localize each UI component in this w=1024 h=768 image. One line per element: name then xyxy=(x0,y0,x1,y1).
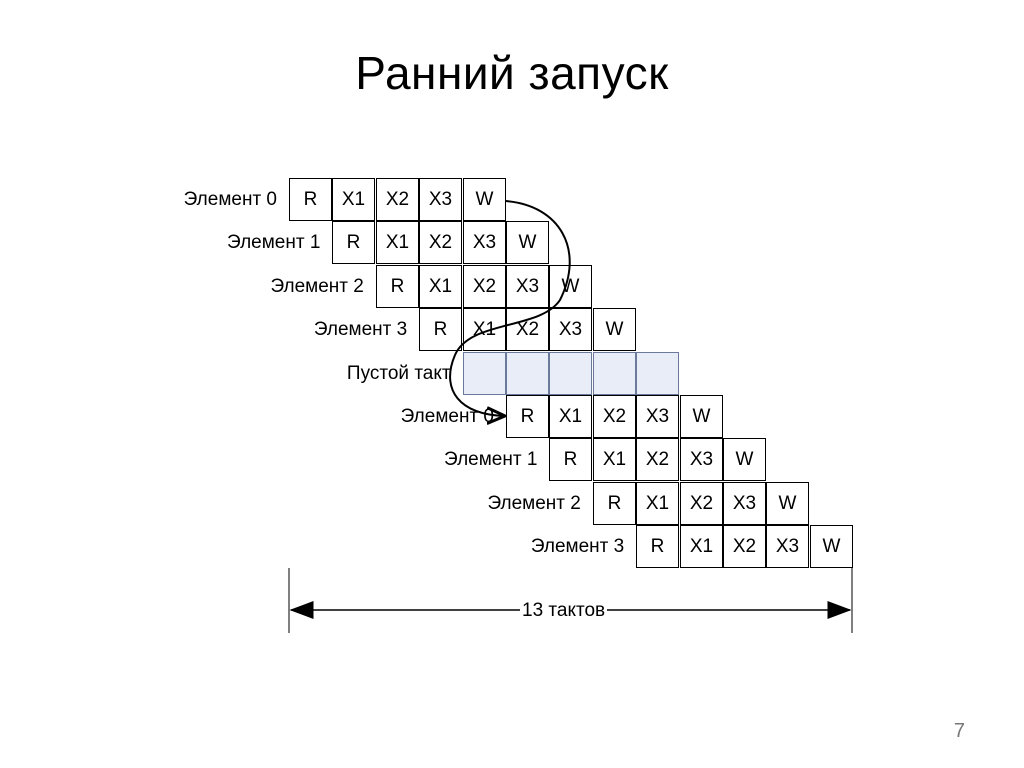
row-label: Элемент 2 xyxy=(487,492,581,514)
span-label: 13 тактов xyxy=(522,600,606,621)
stage-cell: W xyxy=(549,265,592,308)
row-label-empty-cycle: Пустой такт xyxy=(346,362,451,384)
stage-cell: X3 xyxy=(419,178,462,221)
stage-cell: X3 xyxy=(636,395,679,438)
stage-cell: X2 xyxy=(506,308,549,351)
stage-cell: X2 xyxy=(463,265,506,308)
stage-cell: X1 xyxy=(680,525,723,568)
row-label: Элемент 0 xyxy=(183,189,277,210)
empty-cycle-cell xyxy=(636,352,679,395)
stage-cell: R xyxy=(549,438,592,481)
stage-cell: X3 xyxy=(766,525,809,568)
slide-title: Ранний запуск xyxy=(355,47,669,99)
stage-cell: R xyxy=(376,265,419,308)
stage-cell: R xyxy=(332,221,375,264)
stage-cell: W xyxy=(680,395,723,438)
row-label: Элемент 2 xyxy=(270,275,364,297)
stage-cell: R xyxy=(419,308,462,351)
stage-cell: X1 xyxy=(419,265,462,308)
empty-cycle-cell xyxy=(593,352,636,395)
row-label: Элемент 1 xyxy=(444,449,538,471)
stage-cell: X2 xyxy=(593,395,636,438)
stage-cell: X3 xyxy=(723,482,766,525)
empty-cycle-cell xyxy=(549,352,592,395)
stage-cell: X2 xyxy=(636,438,679,481)
stage-cell: X3 xyxy=(463,221,506,264)
stage-cell: R xyxy=(593,482,636,525)
stage-cell: X3 xyxy=(680,438,723,481)
stage-cell: W xyxy=(506,221,549,264)
stage-cell: W xyxy=(593,308,636,351)
stage-cell: W xyxy=(766,482,809,525)
stage-cell: X2 xyxy=(680,482,723,525)
row-label: Элемент 1 xyxy=(227,232,321,254)
stage-cell: X1 xyxy=(376,221,419,264)
stage-cell: X1 xyxy=(463,308,506,351)
stage-cell: W xyxy=(810,525,853,568)
stage-cell: X1 xyxy=(593,438,636,481)
stage-cell: W xyxy=(723,438,766,481)
stage-cell: R xyxy=(636,525,679,568)
empty-cycle-cell xyxy=(506,352,549,395)
stage-cell: X1 xyxy=(332,178,375,221)
stage-cell: X3 xyxy=(549,308,592,351)
stage-cell: X3 xyxy=(506,265,549,308)
stage-cell: X2 xyxy=(419,221,462,264)
empty-cycle-cell xyxy=(463,352,506,395)
stage-cell: R xyxy=(506,395,549,438)
stage-cell: X1 xyxy=(636,482,679,525)
row-label: Элемент 3 xyxy=(530,536,625,558)
stage-cell: W xyxy=(463,178,506,221)
stage-cell: X1 xyxy=(549,395,592,438)
row-label: Элемент 0 xyxy=(400,406,494,427)
stage-cell: R xyxy=(289,178,332,221)
stage-cell: X2 xyxy=(723,525,766,568)
row-label: Элемент 3 xyxy=(313,319,408,341)
stage-cell: X2 xyxy=(376,178,419,221)
page-number: 7 xyxy=(953,720,965,742)
